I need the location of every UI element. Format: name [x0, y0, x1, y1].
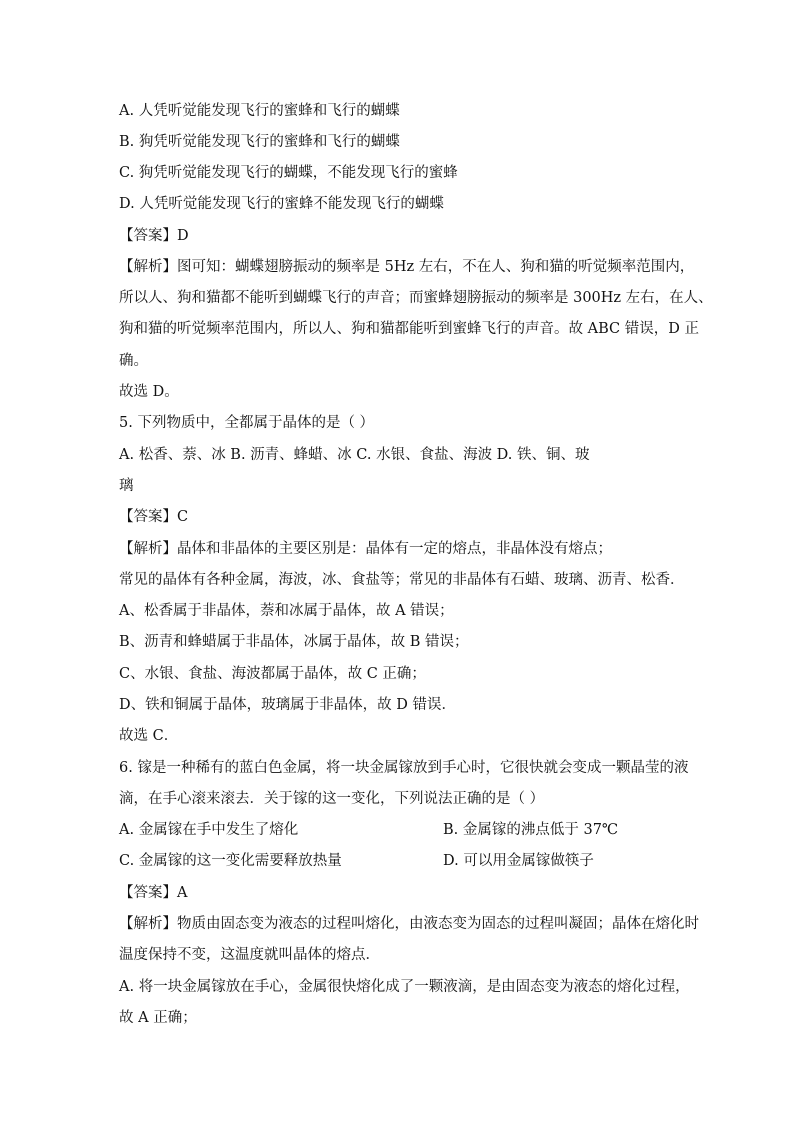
- q5-conclusion: 故选 C．: [119, 728, 179, 744]
- q6-analysis-line: A. 将一块金属镓放在手心，金属很快熔化成了一颗液滴，是由固态变为液态的熔化过程，: [119, 979, 690, 995]
- q4-option-b: B. 狗凭听觉能发现飞行的蜜蜂和飞行的蝴蝶: [119, 134, 400, 150]
- q6-option-d: D. 可以用金属镓做筷子: [443, 853, 594, 869]
- q6-option-c: C. 金属镓的这一变化需要释放热量: [119, 853, 342, 869]
- q6-answer: 【答案】A: [119, 885, 188, 901]
- q5-answer: 【答案】C: [119, 509, 189, 525]
- q4-option-a: A. 人凭听觉能发现飞行的蜜蜂和飞行的蝴蝶: [119, 103, 400, 119]
- q5-analysis-line: 【解析】晶体和非晶体的主要区别是：晶体有一定的熔点，非晶体没有熔点；: [119, 541, 612, 557]
- q4-answer: 【答案】D: [119, 228, 189, 244]
- q4-analysis-line: 确。: [119, 353, 148, 369]
- q4-option-c: C. 狗凭听觉能发现飞行的蝴蝶，不能发现飞行的蜜蜂: [119, 165, 458, 181]
- q6-stem-line: 滴，在手心滚来滚去．关于镓的这一变化，下列说法正确的是（ ）: [119, 791, 545, 807]
- q6-option-b: B. 金属镓的沸点低于 37℃: [443, 822, 619, 838]
- q5-options-wrap: 璃: [119, 478, 134, 494]
- q5-analysis-line: C、水银、食盐、海波都属于晶体，故 C 正确；: [119, 666, 426, 682]
- q5-analysis-line: 常见的晶体有各种金属，海波，冰、食盐等；常见的非晶体有石蜡、玻璃、沥青、松香．: [119, 572, 685, 588]
- q6-analysis-line: 【解析】物质由固态变为液态的过程叫熔化，由液态变为固态的过程叫凝固；晶体在熔化时: [119, 916, 699, 932]
- q5-analysis-line: A、松香属于非晶体，萘和冰属于晶体，故 A 错误；: [119, 603, 454, 619]
- q4-analysis-line: 【解析】图可知：蝴蝶翅膀振动的频率是 5Hz 左右，不在人、狗和猫的听觉频率范围内，: [119, 259, 695, 275]
- q4-analysis-line: 所以人、狗和猫都不能听到蝴蝶飞行的声音；而蜜蜂翅膀振动的频率是 300Hz 左右，在人、: [119, 290, 713, 306]
- q4-option-d: D. 人凭听觉能发现飞行的蜜蜂不能发现飞行的蝴蝶: [119, 196, 444, 212]
- q4-analysis-line: 狗和猫的听觉频率范围内，所以人、狗和猫都能听到蜜蜂飞行的声音。故 ABC 错误，D 正: [119, 321, 699, 337]
- q6-option-a: A. 金属镓在手中发生了熔化: [119, 822, 299, 838]
- q6-analysis-line: 温度保持不变，这温度就叫晶体的熔点．: [119, 947, 380, 963]
- q5-stem: 5. 下列物质中，全都属于晶体的是（ ）: [119, 415, 375, 431]
- q6-stem-line: 6. 镓是一种稀有的蓝白色金属，将一块金属镓放到手心时，它很快就会变成一颗晶莹的液: [119, 760, 689, 776]
- q5-analysis-line: D、铁和铜属于晶体，玻璃属于非晶体，故 D 错误．: [119, 697, 456, 713]
- q4-conclusion: 故选 D。: [119, 384, 179, 400]
- q5-analysis-line: B、沥青和蜂蜡属于非晶体，冰属于晶体，故 B 错误；: [119, 634, 469, 650]
- q5-options: A. 松香、萘、冰 B. 沥青、蜂蜡、冰 C. 水银、食盐、海波 D. 铁、铜、玻: [119, 447, 590, 463]
- q6-analysis-line: 故 A 正确；: [119, 1010, 197, 1026]
